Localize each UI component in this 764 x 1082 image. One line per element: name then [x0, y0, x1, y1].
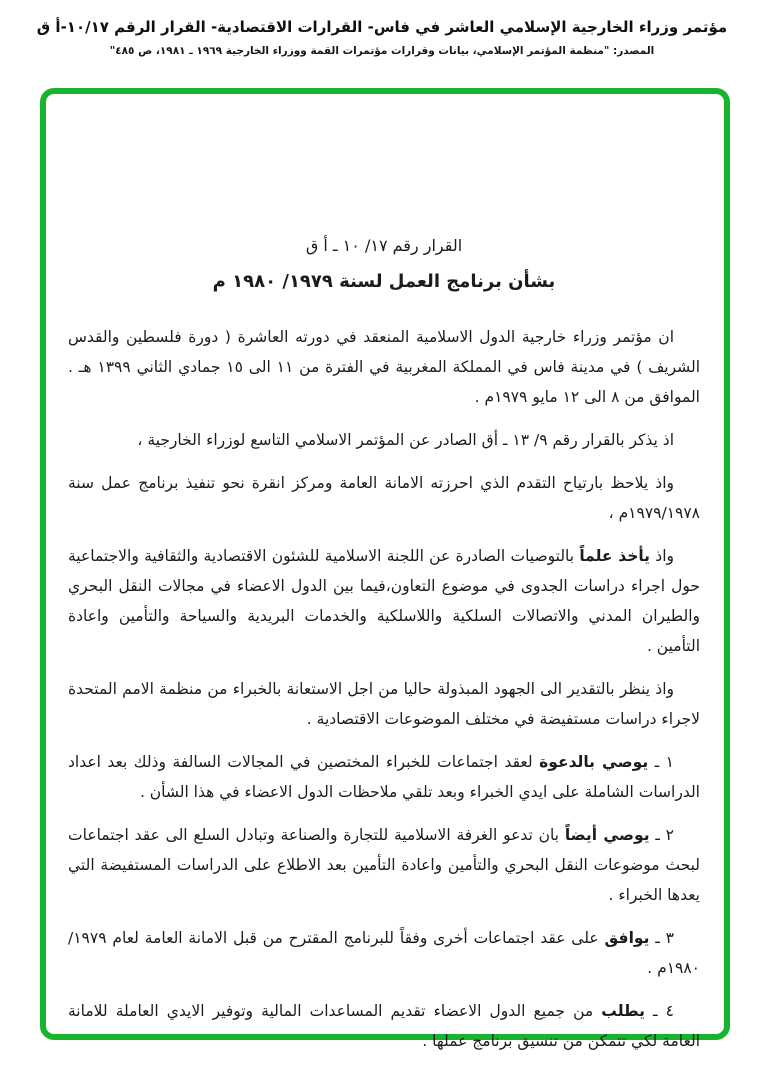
- emphasized-text-segment: يوصي أيضاً: [564, 826, 650, 844]
- source-citation: المصدر: "منظمة المؤتمر الإسلامي، بيانات وقرارات مؤتمرات القمة ووزراء الخارجية ١٩٦٩ ـ ١٩٨١، ص ٤٨٥": [109, 44, 655, 57]
- preamble-paragraph-session: [68, 322, 700, 412]
- emphasized-text-segment: يطلب: [601, 1002, 645, 1020]
- document-frame: [40, 88, 730, 1050]
- resolution-number-title: القرار رقم ١٧/ ١٠ ـ أ ق: [305, 236, 463, 255]
- emphasized-text-segment: يوصي بالدعوة: [539, 753, 649, 771]
- text-segment: ٢ ـ: [649, 826, 674, 844]
- operative-item-1: [68, 747, 700, 807]
- resolution-subject-title: بشأن برنامج العمل لسنة ١٩٧٩/ ١٩٨٠ م: [212, 271, 556, 292]
- text-segment: ٣ ـ: [649, 929, 674, 947]
- document-header: [0, 16, 764, 57]
- preamble-paragraph-taking-note: [68, 541, 700, 661]
- text-segment: واذ: [650, 547, 674, 565]
- text-segment: من جميع الدول الاعضاء تقديم المساعدات المالية وتوفير الايدي العاملة للامانة العامة لكي تتمكن من تنسيق برنامج عملها .: [68, 1002, 700, 1050]
- text-segment: واذ ينظر بالتقدير الى الجهود المبذولة حاليا من اجل الاستعانة بالخبراء من منظمة الامم المتحدة لاجراء دراسات مستفيضة في مختلف الموضوعات الاقتصادية .: [68, 680, 700, 728]
- document-body: [46, 94, 724, 1050]
- text-segment: ان مؤتمر وزراء خارجية الدول الاسلامية المنعقد في دورته العاشرة ( دورة فلسطين والقدس الشريف ) في مدينة فاس في المملكة المغربية في الفترة من ١١ الى ١٥ جمادي الثاني ١٣٩٩ هـ . الموافق من ٨ الى ١٢ مايو ١٩٧٩م .: [68, 328, 701, 406]
- text-segment: اذ يذكر بالقرار رقم ٩/ ١٣ ـ أق الصادر عن المؤتمر الاسلامي التاسع لوزراء الخارجية ،: [137, 431, 674, 449]
- preamble-paragraph-recalling: [68, 425, 700, 455]
- conference-title: مؤتمر وزراء الخارجية الإسلامي العاشر في فاس- القرارات الاقتصادية- القرار الرقم ١٠/١٧-أ ق: [36, 18, 728, 36]
- text-segment: بالتوصيات الصادرة عن اللجنة الاسلامية للشئون الاقتصادية والثقافية والاجتماعية حول اجراء دراسات الجدوى في موضوع التعاون،فيما بين الدول الاعضاء في مجالات النقل البحري والطيران المدني والاتصالات السلكية واللاسلكية والخدمات البريدية والسياحة والتأمين واعادة التأمين .: [68, 547, 700, 655]
- operative-item-4: [68, 996, 700, 1056]
- text-segment: على عقد اجتماعات أخرى وفقاً للبرنامج المقترح من قبل الامانة العامة لعام ١٩٧٩/ ١٩٨٠م .: [68, 929, 700, 977]
- text-segment: ٤ ـ: [644, 1002, 674, 1020]
- emphasized-text-segment: يأخذ علماً: [579, 547, 651, 565]
- text-segment: ١ ـ: [648, 753, 674, 771]
- preamble-paragraph-appreciating: [68, 674, 700, 734]
- text-segment: بان تدعو الغرفة الاسلامية للتجارة والصناعة وتبادل السلع الى عقد اجتماعات لبحث موضوعات النقل البحري والتأمين واعادة التأمين بعد الاطلاع على الدراسات المستفيضة التي يعدها الخبراء .: [68, 826, 700, 904]
- emphasized-text-segment: يوافق: [604, 929, 650, 947]
- text-segment: واذ يلاحظ بارتياح التقدم الذي احرزته الامانة العامة ومركز انقرة نحو تنفيذ برنامج عمل سنة ١٩٧٩/١٩٧٨م ،: [68, 474, 700, 522]
- operative-item-3: [68, 923, 700, 983]
- text-segment: لعقد اجتماعات للخبراء المختصين في المجالات السالفة وذلك بعد اعداد الدراسات الشاملة على ايدي الخبراء وبعد تلقي ملاحظات الدول الاعضاء في هذا الشأن .: [68, 753, 700, 801]
- operative-item-2: [68, 820, 700, 910]
- preamble-paragraph-noting: [68, 468, 700, 528]
